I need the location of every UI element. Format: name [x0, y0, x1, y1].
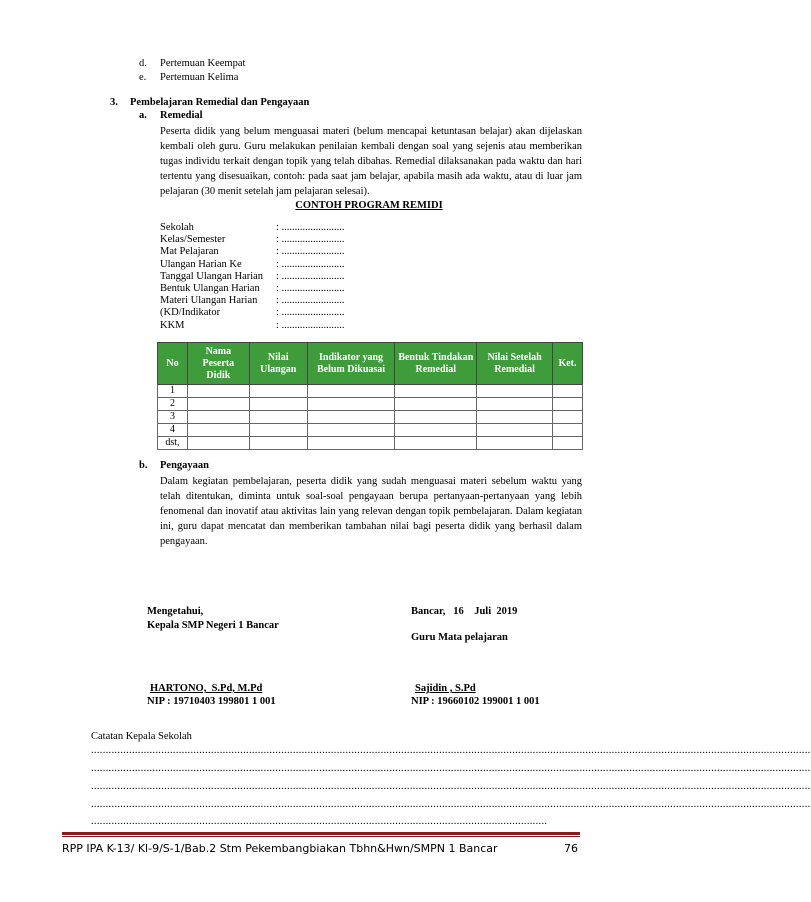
field-label: Mat Pelajaran [160, 246, 219, 258]
field-value: : ........................ [276, 307, 345, 319]
list-item-d [139, 58, 147, 69]
signature-right-nip: NIP : 19660102 199001 1 001 [411, 696, 540, 707]
form-field-row [160, 259, 345, 271]
notes-line-last: ............................................................................................................................................................ [91, 816, 548, 827]
notes-line: ...................................................................................................................................................................................................................................................... [91, 745, 811, 756]
pengayaan-paragraph: Dalam kegiatan pembelajaran, peserta didik yang sudah menguasai materi sebelum waktu yang telah ditentukan, diminta untuk soal-soal pengayaan berupa pertanyaan-pertanyaan yang lebih fenomenal dan inovatif atau aktivitas lain yang relevan dengan topik pembelajaran. Dalam kegiatan ini, guru dapat mencatat dan memberikan tambahan nilai bagi peserta didik yang berhasil dalam pengayaan. [160, 476, 582, 547]
footer-rule-thin [62, 836, 580, 837]
notes-line: ...................................................................................................................................................................................................................................................... [91, 799, 811, 810]
field-value: : ........................ [276, 270, 345, 282]
list-item-e [139, 72, 146, 83]
field-label: KKM [160, 319, 185, 331]
footer [62, 842, 580, 855]
table-row [158, 411, 583, 424]
form-field-row [160, 246, 345, 258]
form-field-row [160, 283, 345, 295]
field-value: : ........................ [276, 295, 345, 307]
table-row [158, 424, 583, 437]
form-field-row [160, 307, 345, 319]
remedial-title: Remedial [160, 110, 203, 121]
signature-left-name: HARTONO, S.Pd, M.Pd [150, 683, 263, 694]
signature-left-nip: NIP : 19710403 199801 1 001 [147, 696, 276, 707]
row-number: 3 [158, 411, 188, 424]
remedial-paragraph: Peserta didik yang belum menguasai materi (belum mencapai ketuntasan belajar) akan dijelaskan kembali oleh guru. Guru melakukan penilaian kembali dengan soal yang sejenis atau memberikan tugas individu terkait dengan topik yang telah dibahas. Remedial dilaksanakan pada waktu dan hari tertentu yang disesuaikan, contoh: pada saat jam belajar, apabila masih ada waktu, atau di luar jam pelajaran (30 menit setelah jam pelajaran selesai). [160, 126, 582, 197]
table-row [158, 437, 583, 450]
form-field-row [160, 271, 345, 283]
pengayaan-title: Pengayaan [160, 460, 210, 471]
signature-left-line1: Mengetahui, [147, 606, 204, 617]
field-label: Kelas/Semester [160, 234, 226, 246]
header-indikator: Indikator yang Belum Dikuasai [307, 343, 395, 385]
header-nilai-ulangan: Nilai Ulangan [249, 343, 307, 385]
notes-line: ...................................................................................................................................................................................................................................................... [91, 781, 811, 792]
field-label: Ulangan Harian Ke [160, 258, 242, 270]
section-title: Pembelajaran Remedial dan Pengayaan [130, 97, 310, 108]
signature-right-line2: Guru Mata pelajaran [411, 632, 508, 643]
header-bentuk-tindakan: Bentuk Tindakan Remedial [395, 343, 477, 385]
row-number: dst, [158, 437, 188, 450]
list-marker: d. [139, 58, 147, 69]
form-field-row [160, 222, 345, 234]
field-value: : ........................ [276, 282, 345, 294]
signature-left-line2: Kepala SMP Negeri 1 Bancar [147, 620, 279, 631]
list-marker: e. [139, 72, 147, 83]
form-field-row [160, 234, 345, 246]
section-number: 3. [110, 97, 118, 108]
header-ket: Ket. [553, 343, 583, 385]
page-number: 76 [564, 842, 578, 855]
header-no: No [158, 343, 188, 385]
program-title: CONTOH PROGRAM REMIDI [295, 200, 443, 211]
field-value: : ........................ [276, 234, 345, 246]
row-number: 4 [158, 424, 188, 437]
field-label: Tanggal Ulangan Harian [160, 270, 264, 282]
notes-line: ...................................................................................................................................................................................................................................................... [91, 763, 811, 774]
field-label: (KD/Indikator [160, 307, 221, 319]
row-number: 1 [158, 385, 188, 398]
notes-label: Catatan Kepala Sekolah [91, 731, 192, 742]
remedial-table [157, 342, 583, 450]
field-value: : ........................ [276, 258, 345, 270]
footer-text: RPP IPA K-13/ Kl-9/S-1/Bab.2 Stm Pekembangbiakan Tbhn&Hwn/SMPN 1 Bancar [62, 842, 498, 855]
signature-date: Bancar, 16 Juli 2019 [411, 606, 518, 617]
field-value: : ........................ [276, 222, 345, 233]
table-header-row [158, 343, 583, 385]
list-text-e: Pertemuan Kelima [160, 72, 239, 83]
form-field-row [160, 295, 345, 307]
remedial-marker: a. [139, 110, 147, 121]
form-fields [160, 222, 345, 332]
header-nama: Nama Peserta Didik [187, 343, 249, 385]
table-row [158, 385, 583, 398]
pengayaan-marker: b. [139, 460, 148, 471]
field-value: : ........................ [276, 319, 345, 331]
field-label: Sekolah [160, 222, 194, 233]
signature-right-name: Sajidin , S.Pd [415, 683, 476, 694]
table-row [158, 398, 583, 411]
header-nilai-setelah: Nilai Setelah Remedial [477, 343, 553, 385]
list-text-d: Pertemuan Keempat [160, 58, 246, 69]
footer-rule [62, 832, 580, 835]
form-field-row [160, 320, 345, 332]
field-value: : ........................ [276, 246, 345, 258]
field-label: Materi Ulangan Harian [160, 295, 258, 307]
row-number: 2 [158, 398, 188, 411]
field-label: Bentuk Ulangan Harian [160, 282, 260, 294]
